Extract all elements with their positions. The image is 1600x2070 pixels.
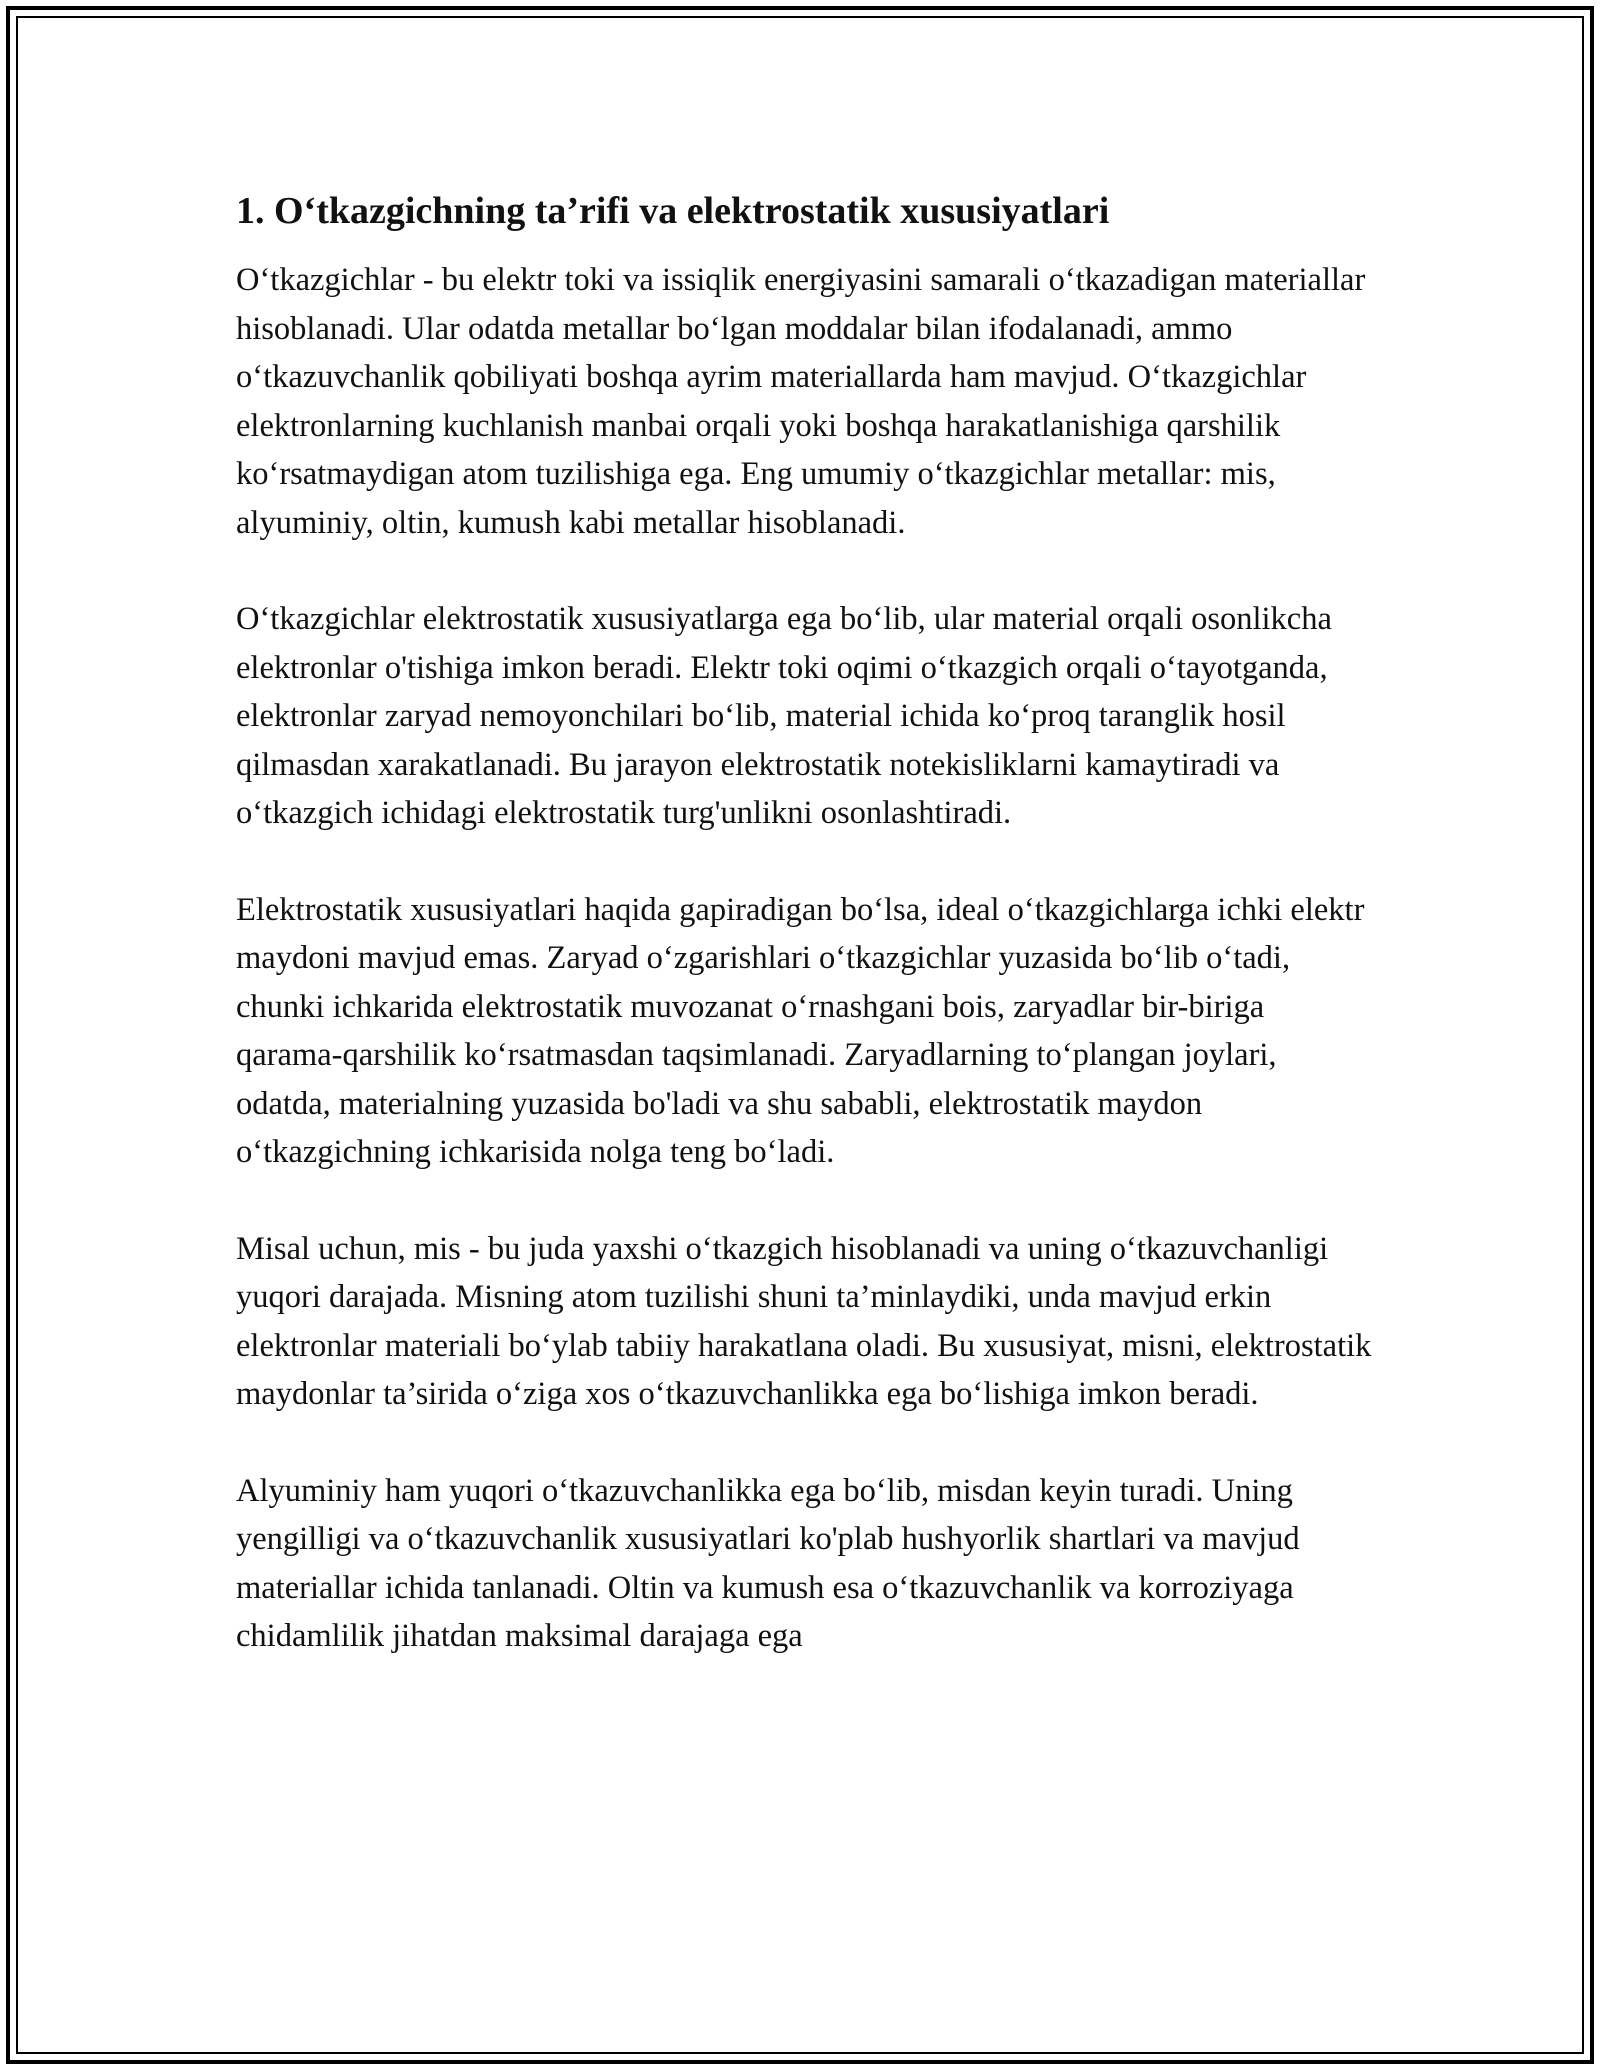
paragraph-electrostatic-properties: O‘tkazgichlar elektrostatik xususiyatlarga ega bo‘lib, ular material orqali osonlikcha elektronlar o'tishiga imkon beradi. Elektr toki oqimi o‘tkazgich orqali o‘tayotganda, elektronlar zaryad nemoyonchilari bo‘lib, material ichida ko‘proq taranglik hosil qilmasdan xarakatlanadi. Bu jarayon elektrostatik notekisliklarni kamaytiradi va o‘tkazgich ichidagi elektrostatik turg'unlikni osonlashtiradi. bbox=[236, 601, 1332, 831]
paragraph-aluminium: Alyuminiy ham yuqori o‘tkazuvchanlikka ega bo‘lib, misdan keyin turadi. Uning yengilligi va o‘tkazuvchanlik xususiyatlari ko'plab hushyorlik shartlari va mavjud materiallar ichida tanlanadi. Oltin va kumush esa o‘tkazuvchanlik va korroziyaga chidamlilik jihatdan maksimal darajaga ega bbox=[236, 1472, 1300, 1654]
paragraph-definition: O‘tkazgichlar - bu elektr toki va issiqlik energiyasini samarali o‘tkazadigan materiallar hisoblanadi. Ular odatda metallar bo‘lgan moddalar bilan ifodalanadi, ammo o‘tkazuvchanlik qobiliyati boshqa ayrim materiallarda ham mavjud. O‘tkazgichlar elektronlarning kuchlanish manbai orqali yoki boshqa harakatlanishiga qarshilik ko‘rsatmaydigan atom tuzilishiga ega. Eng umumiy o‘tkazgichlar metallar: mis, alyuminiy, oltin, kumush kabi metallar hisoblanadi. bbox=[236, 262, 1366, 541]
paragraph-internal-field: Elektrostatik xususiyatlari haqida gapiradigan bo‘lsa, ideal o‘tkazgichlarga ichki elektr maydoni mavjud emas. Zaryad o‘zgarishlari o‘tkazgichlar yuzasida bo‘lib o‘tadi, chunki ichkarida elektrostatik muvozanat o‘rnashgani bois, zaryadlar bir-biriga qarama-qarshilik ko‘rsatmasdan taqsimlanadi. Zaryadlarning to‘plangan joylari, odatda, materialning yuzasida bo'ladi va shu sababli, elektrostatik maydon o‘tkazgichning ichkarisida nolga teng bo‘ladi. bbox=[236, 891, 1365, 1170]
section-heading: 1. O‘tkazgichning ta’rifi va elektrostatik xususiyatlari bbox=[236, 190, 1110, 232]
document-body bbox=[236, 186, 1376, 1709]
paragraph-copper-example: Misal uchun, mis - bu juda yaxshi o‘tkazgich hisoblanadi va uning o‘tkazuvchanligi yuqori darajada. Misning atom tuzilishi shuni ta’minlaydiki, unda mavjud erkin elektronlar materiali bo‘ylab tabiiy harakatlana oladi. Bu xususiyat, misni, elektrostatik maydonlar ta’sirida o‘ziga xos o‘tkazuvchanlikka ega bo‘lishiga imkon beradi. bbox=[236, 1230, 1372, 1412]
